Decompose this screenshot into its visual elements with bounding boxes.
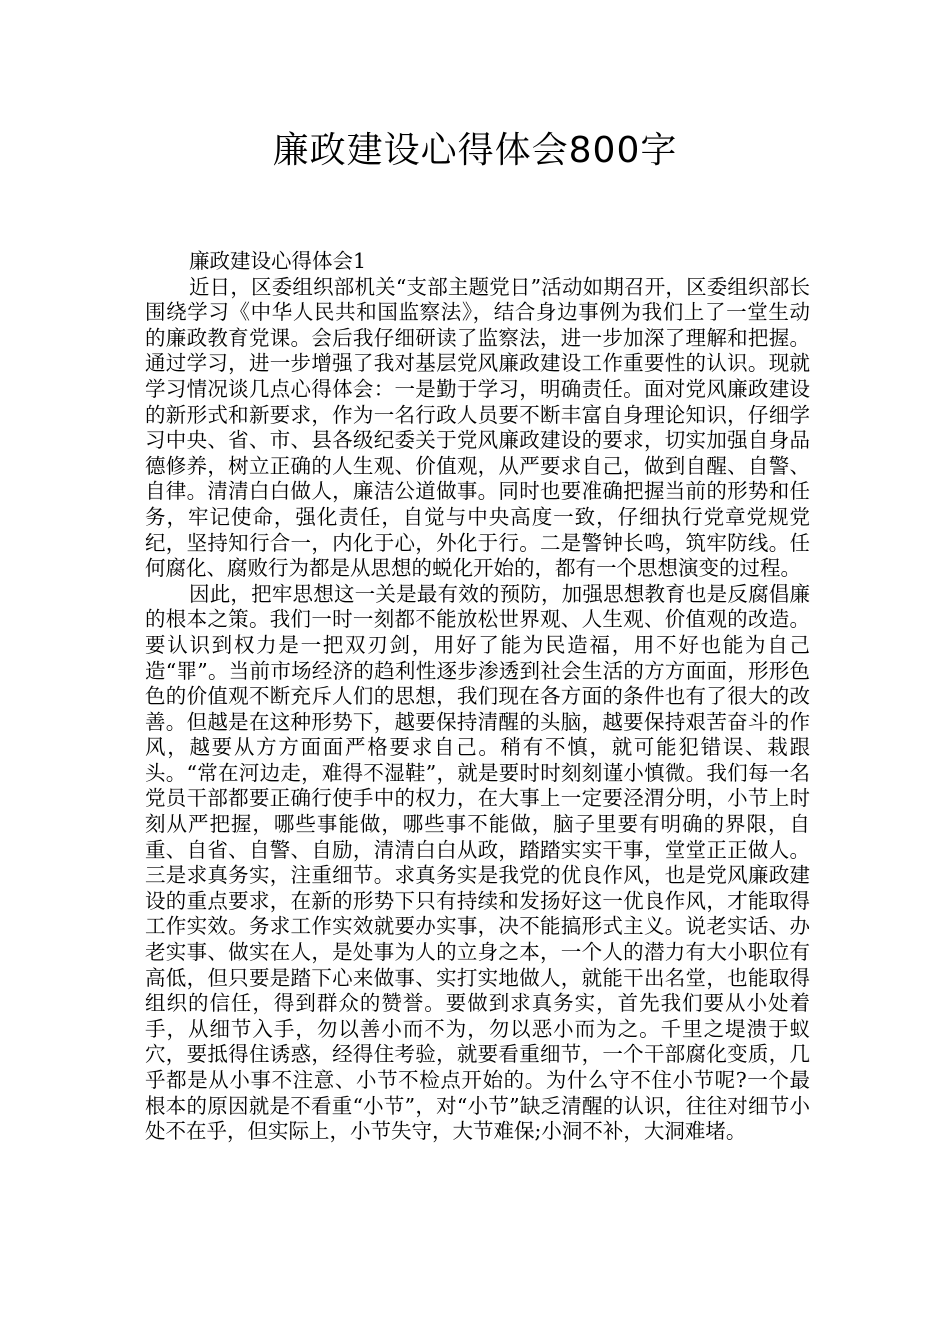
- document-title: 廉政建设心得体会800字: [272, 130, 678, 171]
- paragraph-1: 近日，区委组织部机关“支部主题党日”活动如期召开，区委组织部长围绕学习《中华人民共和国监察法》，结合身边事例为我们上了一堂生动的廉政教育党课。会后我仔细研读了监察法，进一步加深了理解和把握。通过学习，进一步增强了我对基层党风廉政建设工作重要性的认识。现就学习情况谈几点心得体会：一是勤于学习，明确责任。面对党风廉政建设的新形式和新要求，作为一名行政人员要不断丰富自身理论知识，仔细学习中央、省、市、县各级纪委关于党风廉政建设的要求，切实加强自身品德修养，树立正确的人生观、价值观，从严要求自己，做到自醒、自警、自律。清清白白做人，廉洁公道做事。同时也要准确把握当前的形势和任务，牢记使命，强化责任，自觉与中央高度一致，仔细执行党章党规党纪，坚持知行合一，内化于心，外化于行。二是警钟长鸣，筑牢防线。任何腐化、腐败行为都是从思想的蜕化开始的，都有一个思想演变的过程。: [145, 274, 810, 581]
- document-body: [145, 249, 810, 1145]
- section-heading: 廉政建设心得体会1: [189, 249, 367, 273]
- paragraph-2: 因此，把牢思想这一关是最有效的预防，加强思想教育也是反腐倡廉的根本之策。我们一时一刻都不能放松世界观、人生观、价值观的改造。要认识到权力是一把双刃剑，用好了能为民造福，用不好也能为自己造“罪”。当前市场经济的趋利性逐步渗透到社会生活的方方面面，形形色色的价值观不断充斥人们的思想，我们现在各方面的条件也有了很大的改善。但越是在这种形势下，越要保持清醒的头脑，越要保持艰苦奋斗的作风，越要从方方面面严格要求自己。稍有不慎，就可能犯错误、栽跟头。“常在河边走，难得不湿鞋”，就是要时时刻刻谨小慎微。我们每一名党员干部都要正确行使手中的权力，在大事上一定要泾渭分明，小节上时刻从严把握，哪些事能做，哪些事不能做，脑子里要有明确的界限，自重、自省、自警、自励，清清白白从政，踏踏实实干事，堂堂正正做人。三是求真务实，注重细节。求真务实是我党的优良作风，也是党风廉政建设的重点要求，在新的形势下只有持续和发扬好这一优良作风，才能取得工作实效。务求工作实效就要办实事，决不能搞形式主义。说老实话、办老实事、做实在人，是处事为人的立身之本，一个人的潜力有大小职位有高低，但只要是踏下心来做事、实打实地做人，就能干出名堂，也能取得组织的信任，得到群众的赞誉。要做到求真务实，首先我们要从小处着手，从细节入手，勿以善小而不为，勿以恶小而为之。千里之堤溃于蚁穴，要抵得住诱惑，经得住考验，就要看重细节，一个干部腐化变质，几乎都是从小事不注意、小节不检点开始的。为什么守不住小节呢?一个最根本的原因就是不看重“小节”，对“小节”缺乏清醒的认识，往往对细节小处不在乎，但实际上，小节失守，大节难保;小洞不补，大洞难堵。: [145, 581, 810, 1144]
